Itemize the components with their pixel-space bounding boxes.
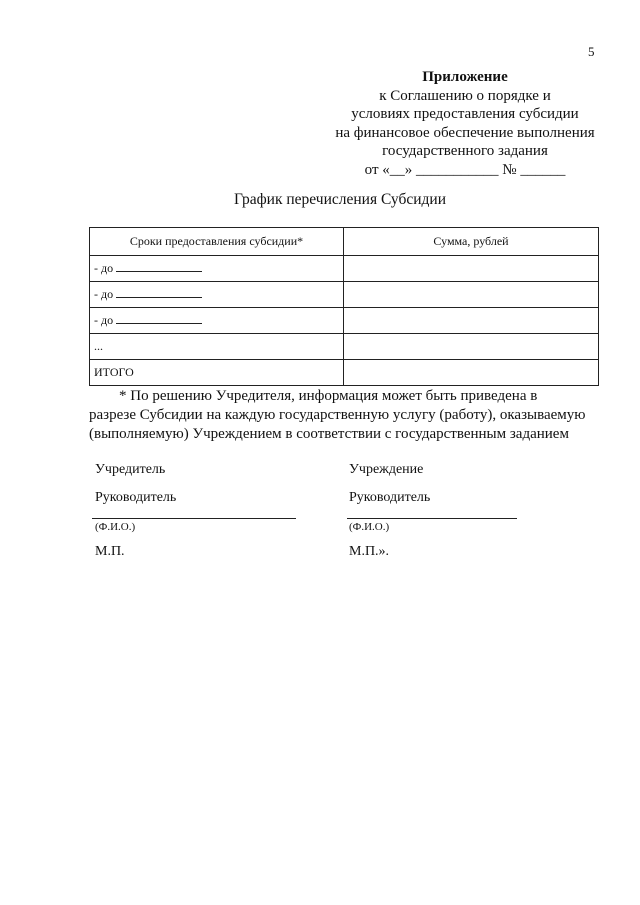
row-label: - до xyxy=(94,287,114,301)
footnote xyxy=(89,387,599,444)
table-total-row xyxy=(90,360,599,386)
footnote-line: (выполняемую) Учреждением в соответствии с государственным заданием xyxy=(89,426,569,442)
appendix-line: к Соглашению о порядке и xyxy=(379,87,551,104)
footnote-line: * По решению Учредителя, информация может быть приведена в xyxy=(119,388,538,404)
institution-fio-caption: (Ф.И.О.) xyxy=(349,521,390,533)
row-label: - до xyxy=(94,261,114,275)
table-header-row xyxy=(90,228,599,256)
appendix-title: Приложение xyxy=(422,69,508,85)
institution-signature-line xyxy=(347,518,517,519)
blank-date-line xyxy=(116,287,202,298)
row-label: - до xyxy=(94,313,114,327)
column-header-terms: Сроки предоставления субсидии* xyxy=(90,228,344,256)
appendix-line: на финансовое обеспечение выполнения xyxy=(335,124,595,141)
institution-head-label: Руководитель xyxy=(349,490,431,505)
row-term-cell: ... xyxy=(90,334,344,360)
appendix-line: условиях предоставления субсидии xyxy=(351,106,579,122)
column-header-amount: Сумма, рублей xyxy=(344,228,599,256)
table-row xyxy=(90,308,599,334)
founder-head-label: Руководитель xyxy=(95,490,177,505)
payment-schedule-table xyxy=(89,227,599,386)
appendix-line: государственного задания xyxy=(382,143,548,159)
total-amount-cell xyxy=(344,360,599,386)
row-amount-cell xyxy=(344,334,599,360)
founder-signature-line xyxy=(92,518,296,519)
founder-label: Учредитель xyxy=(95,462,166,477)
institution-label: Учреждение xyxy=(349,462,424,477)
appendix-header xyxy=(320,68,610,179)
page-number: 5 xyxy=(588,44,595,59)
row-term-cell xyxy=(90,282,344,308)
footnote-line: разрезе Субсидии на каждую государственную услугу (работу), оказываемую xyxy=(89,407,586,423)
row-amount-cell xyxy=(344,256,599,282)
table-row xyxy=(90,256,599,282)
founder-fio-caption: (Ф.И.О.) xyxy=(95,521,136,533)
row-amount-cell xyxy=(344,308,599,334)
table-row xyxy=(90,282,599,308)
row-term-cell xyxy=(90,256,344,282)
total-label: ИТОГО xyxy=(90,360,344,386)
schedule-title: График перечисления Субсидии xyxy=(234,191,446,208)
founder-seal-label: М.П. xyxy=(95,544,125,559)
row-term-cell xyxy=(90,308,344,334)
blank-date-line xyxy=(116,313,202,324)
blank-date-line xyxy=(116,261,202,272)
table-row xyxy=(90,334,599,360)
appendix-date-number: от «__» ___________ № ______ xyxy=(364,161,566,178)
row-amount-cell xyxy=(344,282,599,308)
institution-seal-label: М.П.». xyxy=(349,544,390,559)
